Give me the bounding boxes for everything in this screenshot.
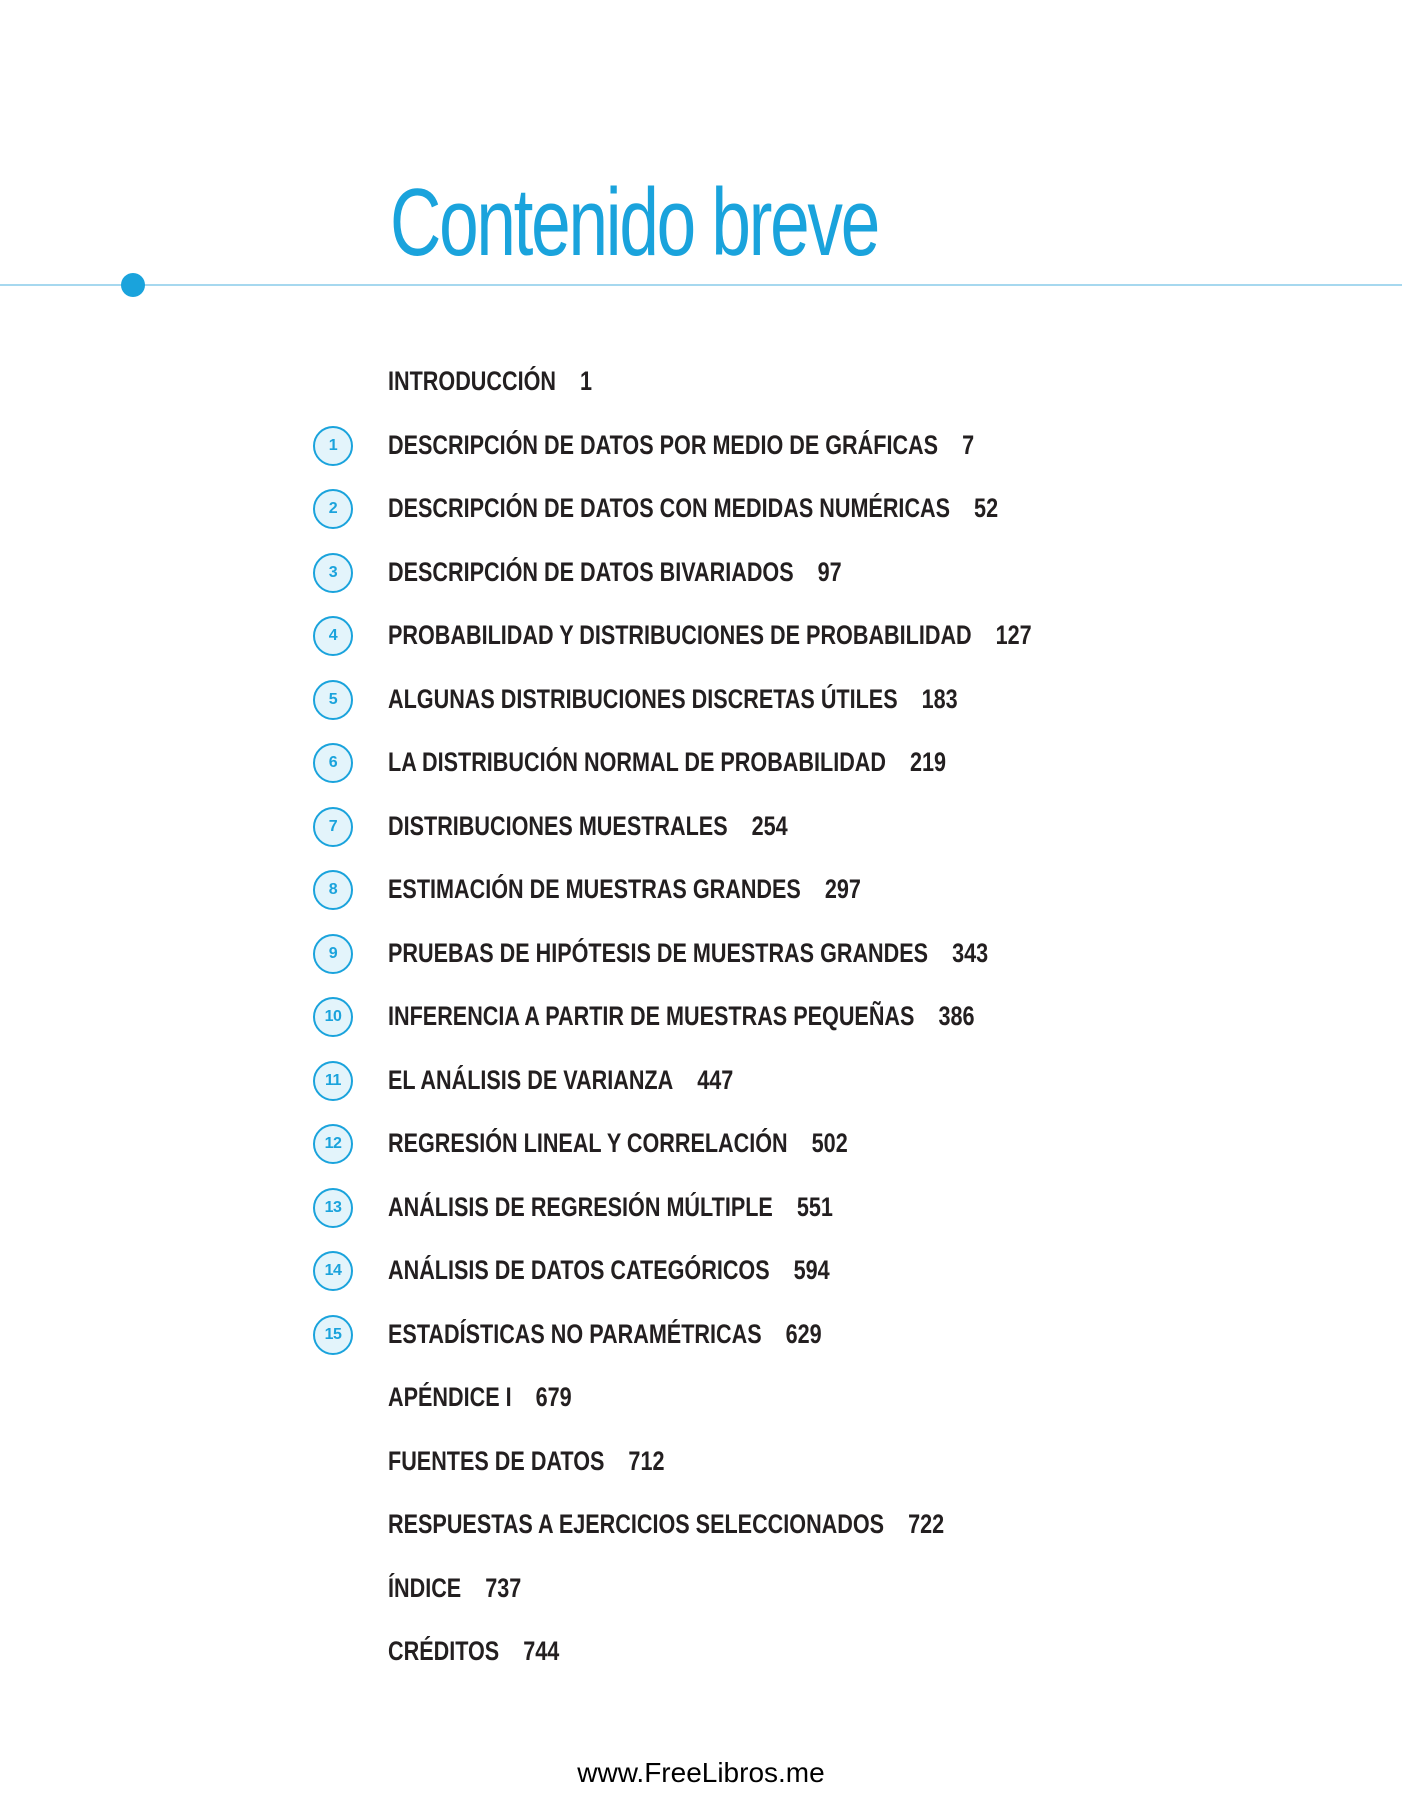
toc-entry-line (388, 813, 788, 840)
toc-entry-line (388, 1067, 733, 1094)
chapter-number-badge: 6 (313, 743, 353, 783)
toc-entry-line (388, 686, 958, 713)
toc-entry-title: FUENTES DE DATOS (388, 1446, 605, 1476)
toc-entry-title: ESTIMACIÓN DE MUESTRAS GRANDES (388, 874, 801, 904)
toc-entry[interactable] (0, 1251, 1402, 1295)
toc-entry-page: 737 (485, 1573, 522, 1603)
toc-entry-line (388, 1511, 944, 1538)
toc-entry[interactable] (0, 807, 1402, 851)
toc-entry-title: DISTRIBUCIONES MUESTRALES (388, 811, 728, 841)
page-title: Contenido breve (390, 169, 879, 276)
chapter-number-badge: 13 (313, 1188, 353, 1228)
toc-entry-page: 1 (580, 366, 593, 396)
chapter-number-badge: 15 (313, 1315, 353, 1355)
toc-entry[interactable] (0, 1632, 1402, 1676)
toc-entry[interactable] (0, 1061, 1402, 1105)
chapter-number-badge: 3 (313, 553, 353, 593)
toc-entry[interactable] (0, 553, 1402, 597)
toc-entry-line (388, 1003, 974, 1030)
toc-entry-page: 722 (908, 1509, 945, 1539)
toc-entry-line (388, 1575, 521, 1602)
toc-entry-line (388, 1448, 664, 1475)
toc-entry-page: 551 (796, 1192, 833, 1222)
toc-entry-title: INTRODUCCIÓN (388, 366, 556, 396)
toc-entry-page: 254 (751, 811, 788, 841)
toc-entry[interactable] (0, 1442, 1402, 1486)
toc-entry-page: 7 (962, 430, 975, 460)
chapter-number-badge: 11 (313, 1061, 353, 1101)
toc-entry-title: EL ANÁLISIS DE VARIANZA (388, 1065, 674, 1095)
toc-entry-page: 127 (995, 620, 1032, 650)
toc-entry[interactable] (0, 1569, 1402, 1613)
chapter-number-badge: 10 (313, 997, 353, 1037)
chapter-number-badge: 8 (313, 870, 353, 910)
toc-entry-title: PROBABILIDAD Y DISTRIBUCIONES DE PROBABILIDAD (388, 620, 972, 650)
toc-entry[interactable] (0, 680, 1402, 724)
toc-entry-title: APÉNDICE I (388, 1382, 512, 1412)
toc-entry-page: 297 (824, 874, 861, 904)
footer-url: www.FreeLibros.me (577, 1757, 825, 1788)
toc-entry[interactable] (0, 1188, 1402, 1232)
toc-entry-title: RESPUESTAS A EJERCICIOS SELECCIONADOS (388, 1509, 885, 1539)
toc-entry-page: 629 (785, 1319, 822, 1349)
toc-entry[interactable] (0, 1378, 1402, 1422)
toc-entry-title: DESCRIPCIÓN DE DATOS POR MEDIO DE GRÁFICAS (388, 430, 939, 460)
toc-entry-title: PRUEBAS DE HIPÓTESIS DE MUESTRAS GRANDES (388, 938, 929, 968)
toc-entry-title: LA DISTRIBUCIÓN NORMAL DE PROBABILIDAD (388, 747, 886, 777)
toc-entry-line (388, 559, 842, 586)
toc-entry-line (388, 876, 861, 903)
toc-entry-line (388, 495, 998, 522)
chapter-number-badge: 5 (313, 680, 353, 720)
toc-entry[interactable] (0, 1315, 1402, 1359)
toc-entry-line (388, 749, 946, 776)
toc-entry-page: 744 (523, 1636, 560, 1666)
toc-entry-page: 679 (535, 1382, 572, 1412)
toc-entry-line (388, 368, 592, 395)
toc-entry-title: ÍNDICE (388, 1573, 462, 1603)
toc-entry-page: 343 (952, 938, 989, 968)
toc-entry-title: ALGUNAS DISTRIBUCIONES DISCRETAS ÚTILES (388, 684, 898, 714)
toc-entry[interactable] (0, 1505, 1402, 1549)
chapter-number-badge: 7 (313, 807, 353, 847)
toc-entry-title: ESTADÍSTICAS NO PARAMÉTRICAS (388, 1319, 762, 1349)
toc-entry-title: DESCRIPCIÓN DE DATOS CON MEDIDAS NUMÉRICAS (388, 493, 951, 523)
toc-entry-page: 183 (921, 684, 958, 714)
chapter-number-badge: 2 (313, 489, 353, 529)
chapter-number-badge: 14 (313, 1251, 353, 1291)
toc-entry-line (388, 432, 974, 459)
chapter-number-badge: 4 (313, 616, 353, 656)
toc-entry-line (388, 1321, 822, 1348)
toc-entry-title: INFERENCIA A PARTIR DE MUESTRAS PEQUEÑAS (388, 1001, 915, 1031)
chapter-number-badge: 1 (313, 426, 353, 466)
toc-entry[interactable] (0, 426, 1402, 470)
toc-entry-page: 594 (793, 1255, 830, 1285)
toc-entry-line (388, 1130, 848, 1157)
toc-entry-line (388, 622, 1032, 649)
toc-entry-title: ANÁLISIS DE DATOS CATEGÓRICOS (388, 1255, 770, 1285)
chapter-number-badge: 9 (313, 934, 353, 974)
toc-entry-page: 97 (817, 557, 842, 587)
toc-entry-title: ANÁLISIS DE REGRESIÓN MÚLTIPLE (388, 1192, 773, 1222)
toc-entry-page: 219 (910, 747, 947, 777)
toc-entry[interactable] (0, 489, 1402, 533)
toc-entry-title: CRÉDITOS (388, 1636, 500, 1666)
toc-entry[interactable] (0, 997, 1402, 1041)
toc-entry-page: 447 (697, 1065, 734, 1095)
toc-entry-page: 52 (974, 493, 999, 523)
toc-entry-line (388, 940, 988, 967)
toc-entry-line (388, 1257, 830, 1284)
toc-entry-title: DESCRIPCIÓN DE DATOS BIVARIADOS (388, 557, 794, 587)
toc-entry-page: 502 (811, 1128, 848, 1158)
toc-entry-line (388, 1638, 559, 1665)
toc-entry[interactable] (0, 743, 1402, 787)
toc-entry-page: 712 (628, 1446, 665, 1476)
toc-entry-line (388, 1384, 572, 1411)
toc-entry-page: 386 (938, 1001, 975, 1031)
toc-entry[interactable] (0, 870, 1402, 914)
chapter-number-badge: 12 (313, 1124, 353, 1164)
toc-entry[interactable] (0, 934, 1402, 978)
toc-entry-line (388, 1194, 833, 1221)
toc-entry-title: REGRESIÓN LINEAL Y CORRELACIÓN (388, 1128, 788, 1158)
toc-entry[interactable] (0, 362, 1402, 406)
toc-entry[interactable] (0, 616, 1402, 660)
toc-entry[interactable] (0, 1124, 1402, 1168)
